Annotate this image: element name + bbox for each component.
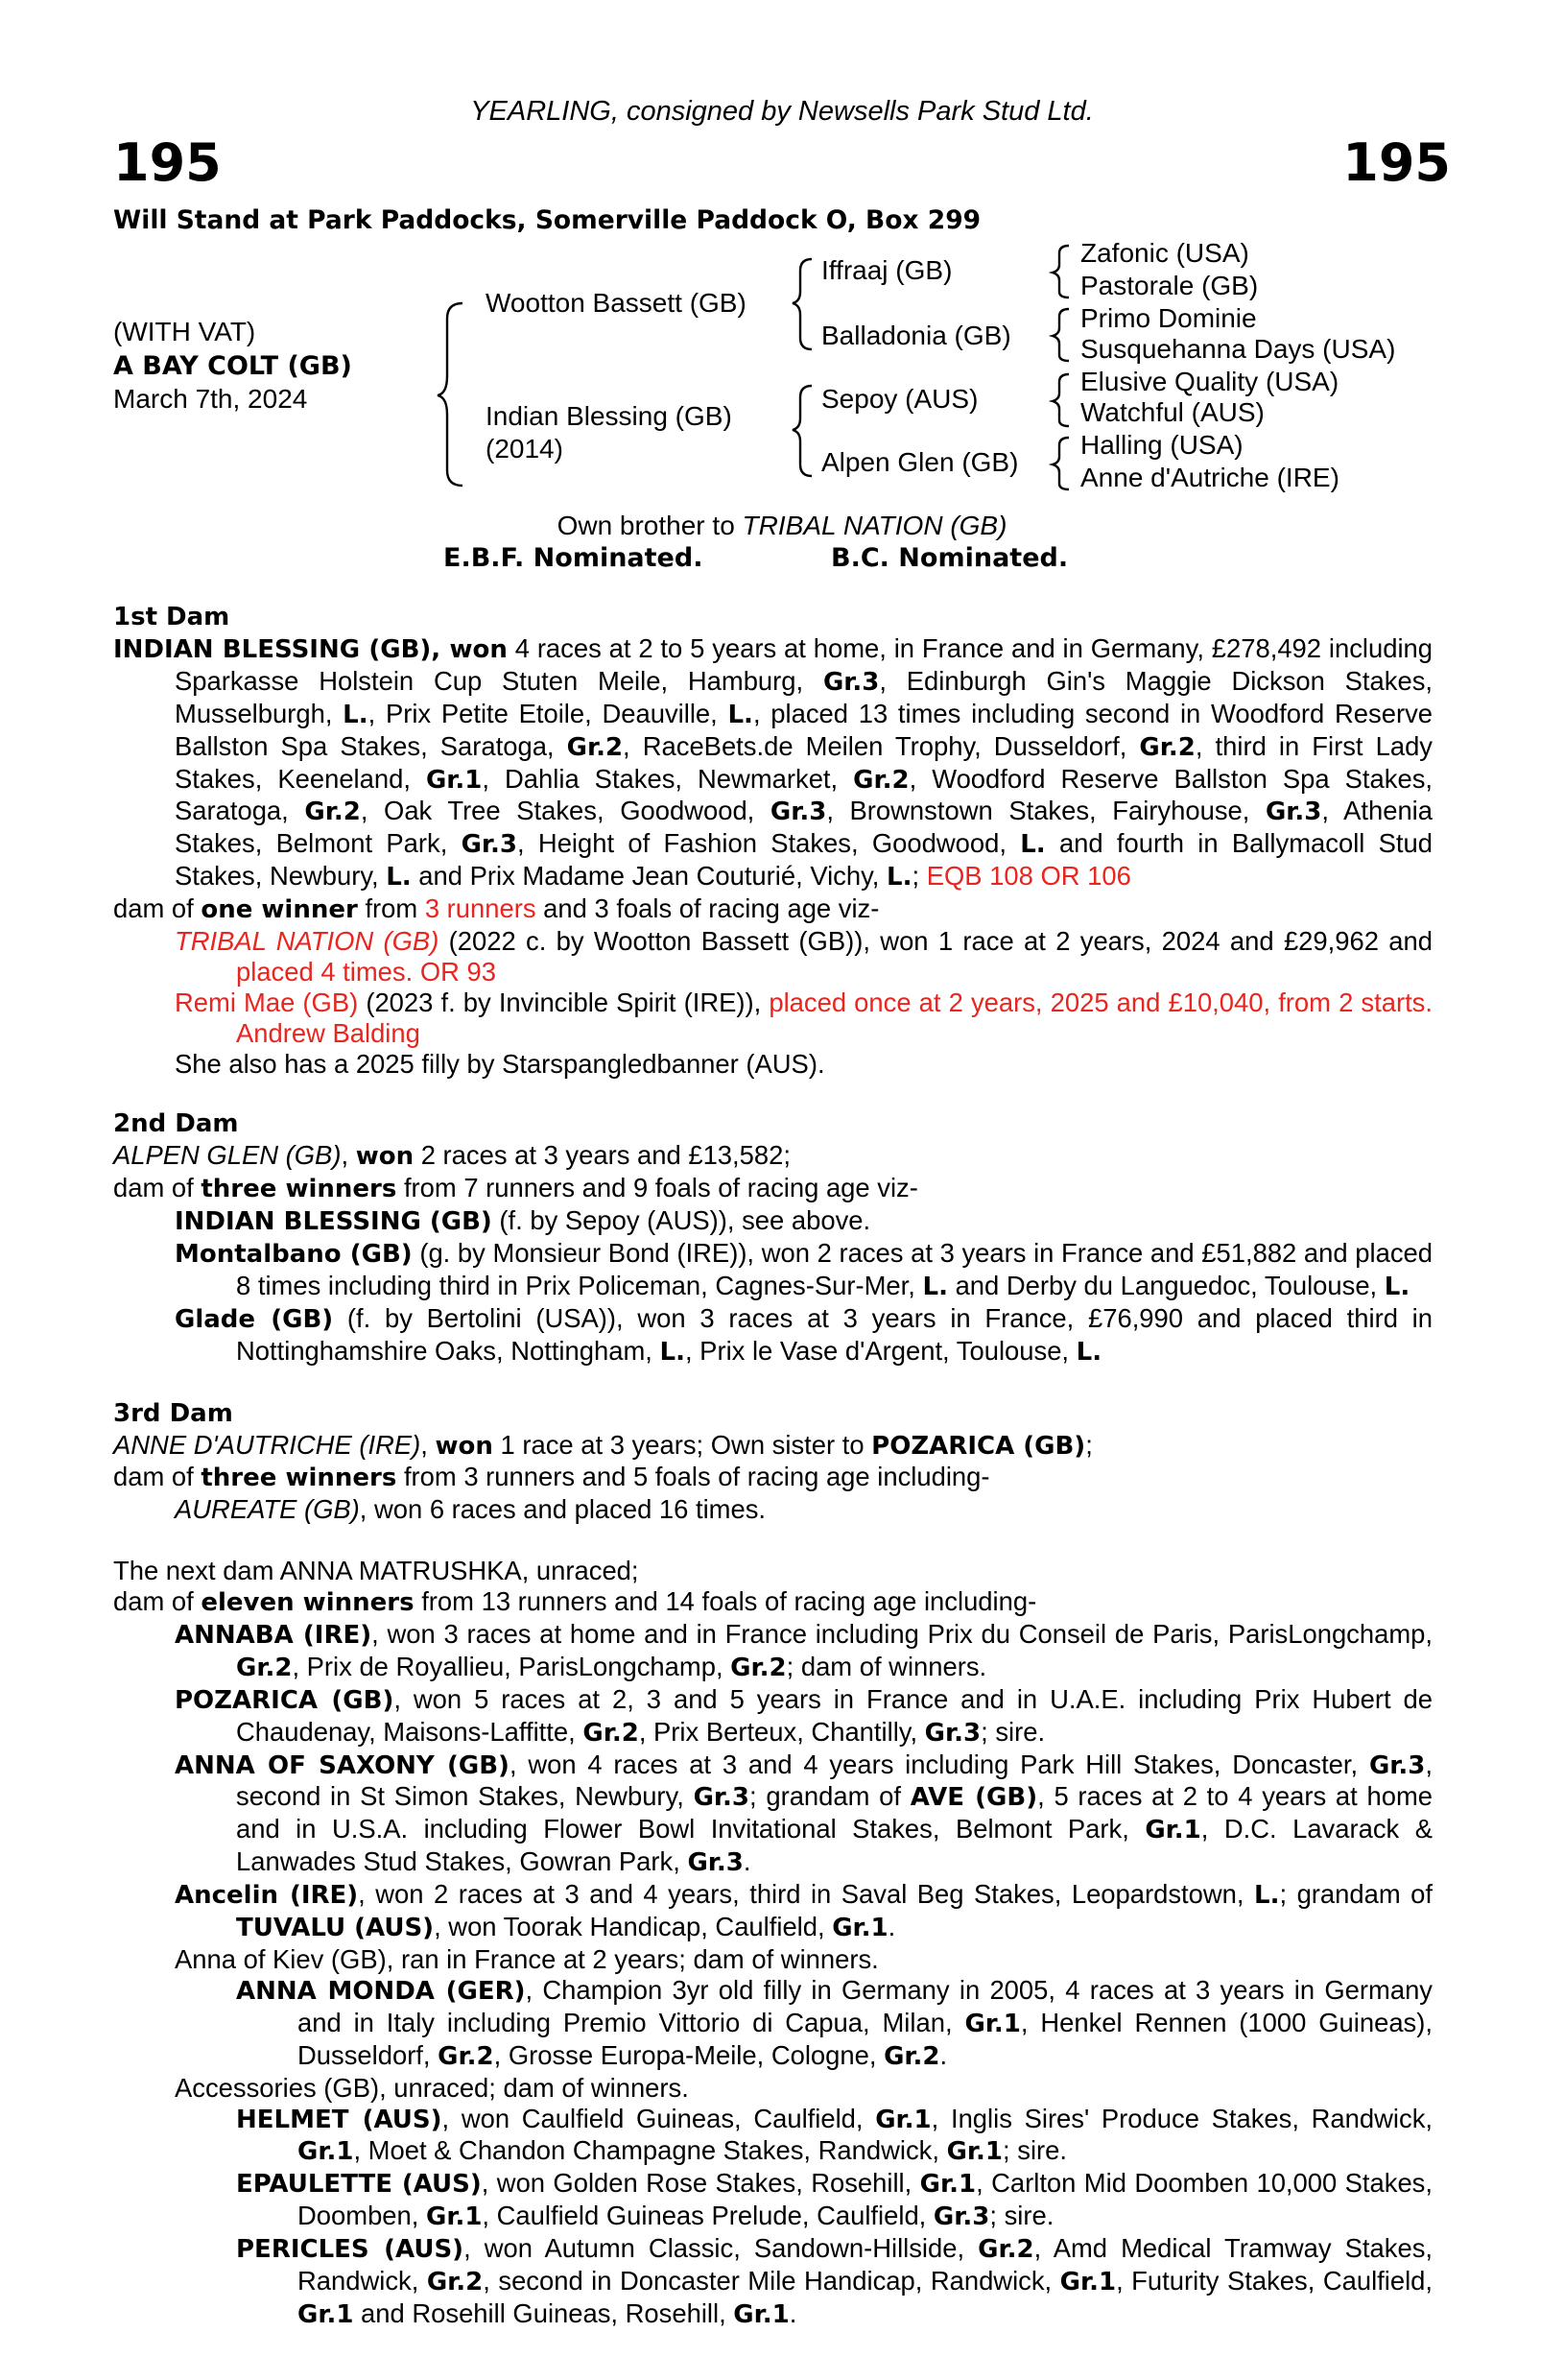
pedigree-dss: Elusive Quality (USA) bbox=[1080, 367, 1339, 396]
main-brace bbox=[438, 303, 462, 486]
second-dam-produce: dam of three winners from 7 runners and 9 foals of racing age viz- bbox=[113, 1173, 918, 1204]
pedigree-sss: Zafonic (USA) bbox=[1080, 238, 1249, 268]
progeny-remi-mae: Remi Mae (GB) (2023 f. by Invincible Spirit (IRE)), placed once at 2 years, 2025 and £10,040, from 2 starts. Andrew Balding bbox=[175, 987, 1433, 1048]
next-dam-intro: The next dam ANNA MATRUSHKA, unraced; bbox=[113, 1556, 639, 1586]
vat-note: (WITH VAT) bbox=[113, 317, 256, 346]
progeny-helmet: HELMET (AUS), won Caulfield Guineas, Caulfield, Gr.1, Inglis Sires' Produce Stakes, Randwick, Gr.1, Moet & Chandon Champagne Stakes, Randwick, Gr.1; sire. bbox=[236, 2103, 1433, 2167]
lot-number-right: 195 bbox=[1342, 132, 1451, 193]
pedigree-ssd: Pastorale (GB) bbox=[1080, 271, 1259, 300]
pedigree-ddd: Anne d'Autriche (IRE) bbox=[1080, 463, 1339, 492]
sire-brace bbox=[793, 259, 812, 349]
pedigree-sire-sire: Iffraaj (GB) bbox=[821, 255, 953, 285]
next-dam-produce: dam of eleven winners from 13 runners and 14 foals of racing age including- bbox=[113, 1586, 1037, 1618]
pedigree-braces bbox=[0, 0, 1564, 499]
progeny-aureate: AUREATE (GB), won 6 races and placed 16 times. bbox=[175, 1494, 767, 1525]
progeny-pericles: PERICLES (AUS), won Autumn Classic, Sandown-Hillside, Gr.2, Amd Medical Tramway Stakes, Randwick, Gr.2, second in Doncaster Mile Handicap, Randwick, Gr.1, Futurity Stakes, Caulfield, Gr.1 and Rosehill Guineas, Rosehill, Gr.1. bbox=[236, 2233, 1434, 2329]
pedigree-dsd: Watchful (AUS) bbox=[1080, 397, 1265, 427]
pedigree-sire-dam: Balladonia (GB) bbox=[821, 321, 1011, 350]
own-brother-note: Own brother to TRIBAL NATION (GB) bbox=[557, 511, 1007, 540]
progeny-2025-filly: She also has a 2025 filly by Starspangledbanner (AUS). bbox=[175, 1048, 825, 1079]
ebf-nominated: E.B.F. Nominated. bbox=[443, 543, 703, 573]
pedigree-sire: Wootton Bassett (GB) bbox=[486, 288, 746, 318]
progeny-anna-monda: ANNA MONDA (GER), Champion 3yr old filly in Germany in 2005, 4 races at 3 years in Germany and in Italy including Premio Vittorio di Capua, Milan, Gr.1, Henkel Rennen (1000 Guineas), Dusseldorf, Gr.2, Grosse Europa-Meile, Cologne, Gr.2. bbox=[236, 1974, 1433, 2071]
pedigree-sds: Primo Dominie bbox=[1080, 303, 1257, 333]
pedigree-dam: Indian Blessing (GB) bbox=[486, 401, 732, 431]
pedigree-dam-sire: Sepoy (AUS) bbox=[821, 384, 979, 414]
second-dam-record: ALPEN GLEN (GB), won 2 races at 3 years and £13,582; bbox=[113, 1140, 791, 1172]
pedigree-dam-year: (2014) bbox=[486, 434, 563, 464]
third-dam-heading: 3rd Dam bbox=[113, 1398, 233, 1428]
progeny-ancelin: Ancelin (IRE), won 2 races at 3 and 4 years, third in Saval Beg Stakes, Leopardstown, L.; grandam of TUVALU (AUS), won Toorak Handicap, Caulfield, Gr.1. bbox=[175, 1879, 1433, 1943]
horse-name: A BAY COLT (GB) bbox=[113, 351, 352, 381]
first-dam-record: INDIAN BLESSING (GB), won 4 races at 2 to 5 years at home, in France and in Germany, £278,492 including Sparkasse Holstein Cup Stuten Meile, Hamburg, Gr.3, Edinburgh Gin's Maggie Dickson Stakes, Musselburgh, L., Prix Petite Etoile, Deauville, L., placed 13 times including second in Woodford Reserve Ballston Spa Stakes, Saratoga, Gr.2, RaceBets.de Meilen Trophy, Dusseldorf, Gr.2, third in First Lady Stakes, Keeneland, Gr.1, Dahlia Stakes, Newmarket, Gr.2, Woodford Reserve Ballston Spa Stakes, Saratoga, Gr.2, Oak Tree Stakes, Goodwood, Gr.3, Brownstown Stakes, Fairyhouse, Gr.3, Athenia Stakes, Belmont Park, Gr.3, Height of Fashion Stakes, Goodwood, L. and fourth in Ballymacoll Stud Stakes, Newbury, L. and Prix Madame Jean Couturié, Vichy, L.; EQB 108 OR 106 bbox=[113, 632, 1434, 892]
pedigree-dam-dam: Alpen Glen (GB) bbox=[821, 447, 1019, 477]
progeny-accessories: Accessories (GB), unraced; dam of winners. bbox=[175, 2072, 689, 2103]
dam-brace bbox=[793, 386, 812, 476]
progeny-tribal-nation: TRIBAL NATION (GB) (2022 c. by Wootton Bassett (GB)), won 1 race at 2 years, 2024 and £29,962 and placed 4 times. OR 93 bbox=[175, 926, 1433, 987]
progeny-epaulette: EPAULETTE (AUS), won Golden Rose Stakes, Rosehill, Gr.1, Carlton Mid Doomben 10,000 Stakes, Doomben, Gr.1, Caulfield Guineas Prelude, Caulfield, Gr.3; sire. bbox=[236, 2168, 1433, 2232]
progeny-anna-of-kiev: Anna of Kiev (GB), ran in France at 2 years; dam of winners. bbox=[175, 1944, 879, 1975]
pedigree-sdd: Susquehanna Days (USA) bbox=[1080, 334, 1396, 364]
pedigree-dds: Halling (USA) bbox=[1080, 430, 1244, 460]
second-dam-heading: 2nd Dam bbox=[113, 1109, 239, 1139]
third-dam-record: ANNE D'AUTRICHE (IRE), won 1 race at 3 years; Own sister to POZARICA (GB); bbox=[113, 1429, 1093, 1461]
progeny-annaba: ANNABA (IRE), won 3 races at home and in France including Prix du Conseil de Paris, ParisLongchamp, Gr.2, Prix de Royallieu, ParisLongchamp, Gr.2; dam of winners. bbox=[175, 1618, 1434, 1682]
bc-nominated: B.C. Nominated. bbox=[831, 543, 1069, 573]
progeny-glade: Glade (GB) (f. by Bertolini (USA)), won 3 races at 3 years in France, £76,990 and placed third in Nottinghamshire Oaks, Nottingham, L., Prix le Vase d'Argent, Toulouse, L. bbox=[175, 1302, 1433, 1367]
horse-dob: March 7th, 2024 bbox=[113, 384, 308, 414]
third-dam-produce: dam of three winners from 3 runners and 5 foals of racing age including- bbox=[113, 1462, 990, 1493]
catalogue-body bbox=[113, 603, 1433, 2331]
lot-number-left: 195 bbox=[113, 132, 222, 193]
progeny-montalbano: Montalbano (GB) (g. by Monsieur Bond (IRE)), won 2 races at 3 years in France and £51,882 and placed 8 times including third in Prix Policeman, Cagnes-Sur-Mer, L. and Derby du Languedoc, Toulouse, L. bbox=[175, 1238, 1433, 1302]
stand-location: Will Stand at Park Paddocks, Somerville Paddock O, Box 299 bbox=[113, 205, 982, 235]
first-dam-heading: 1st Dam bbox=[113, 603, 230, 631]
progeny-indian-blessing: INDIAN BLESSING (GB) (f. by Sepoy (AUS)), see above. bbox=[175, 1205, 871, 1237]
first-dam-produce: dam of one winner from 3 runners and 3 foals of racing age viz- bbox=[113, 893, 880, 925]
progeny-anna-of-saxony: ANNA OF SAXONY (GB), won 4 races at 3 and 4 years including Park Hill Stakes, Doncaster, Gr.3, second in St Simon Stakes, Newbury, Gr.3; grandam of AVE (GB), 5 races at 2 to 4 years at home and in U.S.A. including Flower Bowl Invitational Stakes, Belmont Park, Gr.1, D.C. Lavarack & Lanwades Stud Stakes, Gowran Park, Gr.3. bbox=[175, 1749, 1434, 1878]
consignment-subtitle: YEARLING, consigned by Newsells Park Stud Ltd. bbox=[470, 96, 1094, 127]
progeny-pozarica: POZARICA (GB), won 5 races at 2, 3 and 5 years in France and in U.A.E. including Prix Hubert de Chaudenay, Maisons-Laffitte, Gr.2, Prix Berteux, Chantilly, Gr.3; sire. bbox=[175, 1683, 1433, 1748]
